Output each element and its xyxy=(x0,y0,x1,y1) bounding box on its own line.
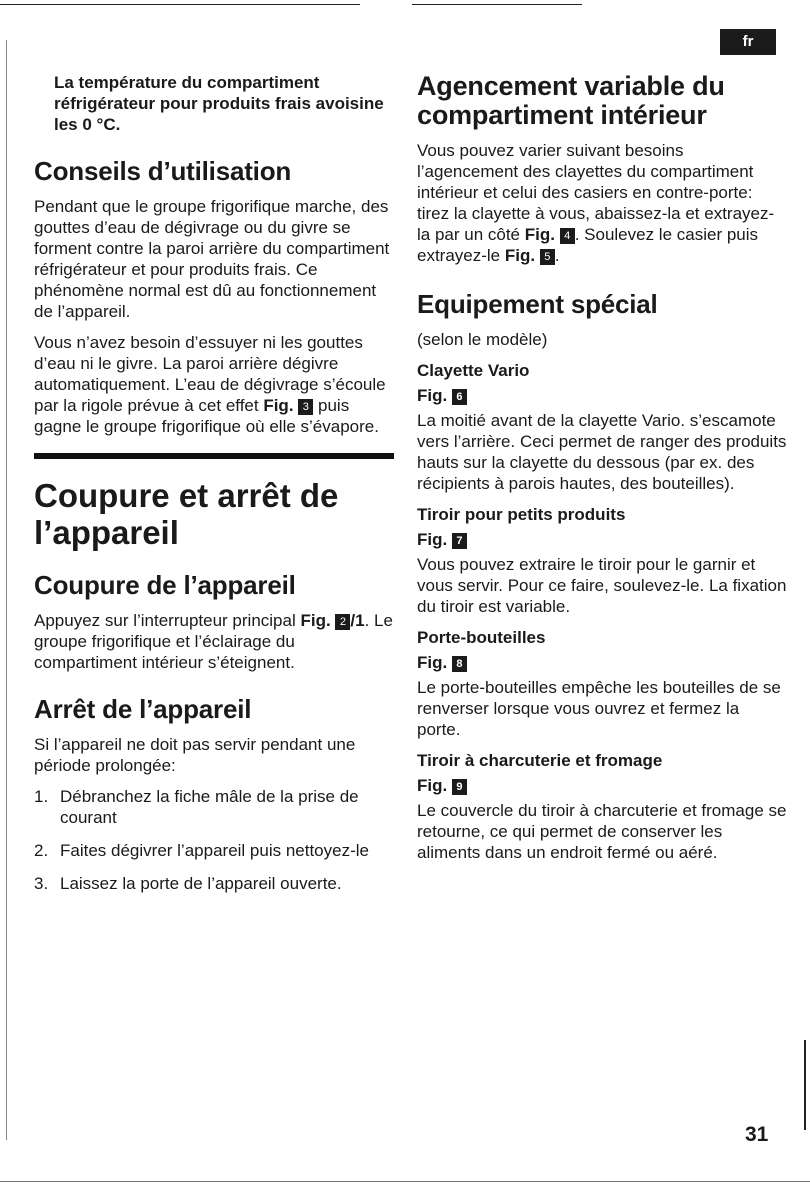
section-divider xyxy=(34,453,394,459)
scan-line-left xyxy=(6,40,7,1140)
item-fig-ref: Fig. 6 xyxy=(417,385,787,406)
conseils-heading: Conseils d’utilisation xyxy=(34,156,292,186)
list-item: 2. Faites dégivrer l’appareil puis nettoyez-le xyxy=(34,841,369,860)
equipement-item xyxy=(417,627,787,740)
fig-number-box: 4 xyxy=(560,228,575,244)
equipement-item xyxy=(417,360,787,494)
coupure-arret-heading: Coupure et arrêt de l’appareil xyxy=(34,477,339,551)
agencement-heading: Agencement variable du compartiment intérieur xyxy=(417,71,725,130)
arret-intro: Si l’appareil ne doit pas servir pendant une période prolongée: xyxy=(34,735,356,775)
item-title: Porte-bouteilles xyxy=(417,628,546,647)
fig-number-box: 6 xyxy=(452,389,467,405)
coupure-paragraph: Appuyez sur l’interrupteur principal Fig. 2 /1. Le groupe frigorifique et l’éclairage du compartiment intérieur s’éteignent. xyxy=(34,611,393,672)
coupure-heading: Coupure de l’appareil xyxy=(34,570,296,600)
item-title: Tiroir pour petits produits xyxy=(417,505,626,524)
item-text: Vous pouvez extraire le tiroir pour le garnir et vous servir. Pour ce faire, soulevez-le. La fixation du tiroir est variable. xyxy=(417,555,787,616)
scan-line-top-right xyxy=(412,4,582,5)
list-item: 3. Laissez la porte de l’appareil ouverte. xyxy=(34,874,342,893)
list-item: 1. Débranchez la fiche mâle de la prise de courant xyxy=(34,787,359,827)
fig-number-box: 2 xyxy=(335,614,350,630)
scan-line-right xyxy=(804,1040,806,1130)
item-fig-ref: Fig. 7 xyxy=(417,529,787,550)
item-fig-ref: Fig. 8 xyxy=(417,652,787,673)
scan-line-bottom xyxy=(0,1181,810,1182)
conseils-paragraph-2: Vous n’avez besoin d’essuyer ni les gouttes d’eau ni le givre. La paroi arrière dégivre automatiquement. L’eau de dégivrage s’écoule par la rigole prévue à cet effet Fig. 3 puis gagne le groupe frigorifique où elle s’évapore. xyxy=(34,333,386,436)
language-badge: fr xyxy=(720,29,776,55)
right-column xyxy=(417,72,787,873)
fig-label: Fig. xyxy=(263,396,294,415)
item-title: Tiroir à charcuterie et fromage xyxy=(417,751,663,770)
arret-steps-list xyxy=(34,786,394,894)
fig-number-box: 5 xyxy=(540,249,555,265)
arret-heading: Arrêt de l’appareil xyxy=(34,694,252,724)
scan-line-top xyxy=(0,4,360,5)
item-fig-ref: Fig. 9 xyxy=(417,775,787,796)
item-title: Clayette Vario xyxy=(417,361,530,380)
item-text: Le porte-bouteilles empêche les bouteilles de se renverser lorsque vous ouvrez et fermez la porte. xyxy=(417,678,781,739)
agencement-paragraph: Vous pouvez varier suivant besoins l’agencement des clayettes du compartiment intérieur et celui des casiers en contre-porte: tirez la clayette à vous, abaissez-la et extrayez-la par un côté Fig. 4 . Soulevez le casier puis extrayez-le Fig. 5 . xyxy=(417,141,775,265)
fig-number-box: 3 xyxy=(298,399,313,415)
fig-number-box: 9 xyxy=(452,779,467,795)
item-text: La moitié avant de la clayette Vario. s’escamote vers l’arrière. Ceci permet de ranger des produits hauts sur la clayette du dessous (par ex. des récipients à parois hautes, des bouteilles). xyxy=(417,411,787,493)
intro-text: La température du compartiment réfrigérateur pour produits frais avoisine les 0 °C. xyxy=(54,73,384,134)
left-column xyxy=(34,72,394,906)
equipement-subtitle: (selon le modèle) xyxy=(417,330,548,349)
equipement-heading: Equipement spécial xyxy=(417,289,658,319)
page-number: 31 xyxy=(745,1123,769,1146)
fig-number-box: 8 xyxy=(452,656,467,672)
conseils-paragraph-1: Pendant que le groupe frigorifique marche, des gouttes d’eau de dégivrage ou du givre se forment contre la paroi arrière du compartiment réfrigérateur et pour produits frais. Ce phénomène normal est dû au fonctionnement de l’appareil. xyxy=(34,197,390,321)
equipement-item xyxy=(417,750,787,863)
equipement-item xyxy=(417,504,787,617)
fig-number-box: 7 xyxy=(452,533,467,549)
fig-label: Fig. xyxy=(300,611,331,630)
item-text: Le couvercle du tiroir à charcuterie et fromage se retourne, ce qui permet de conserver les aliments dans un endroit fermé ou aéré. xyxy=(417,801,787,862)
